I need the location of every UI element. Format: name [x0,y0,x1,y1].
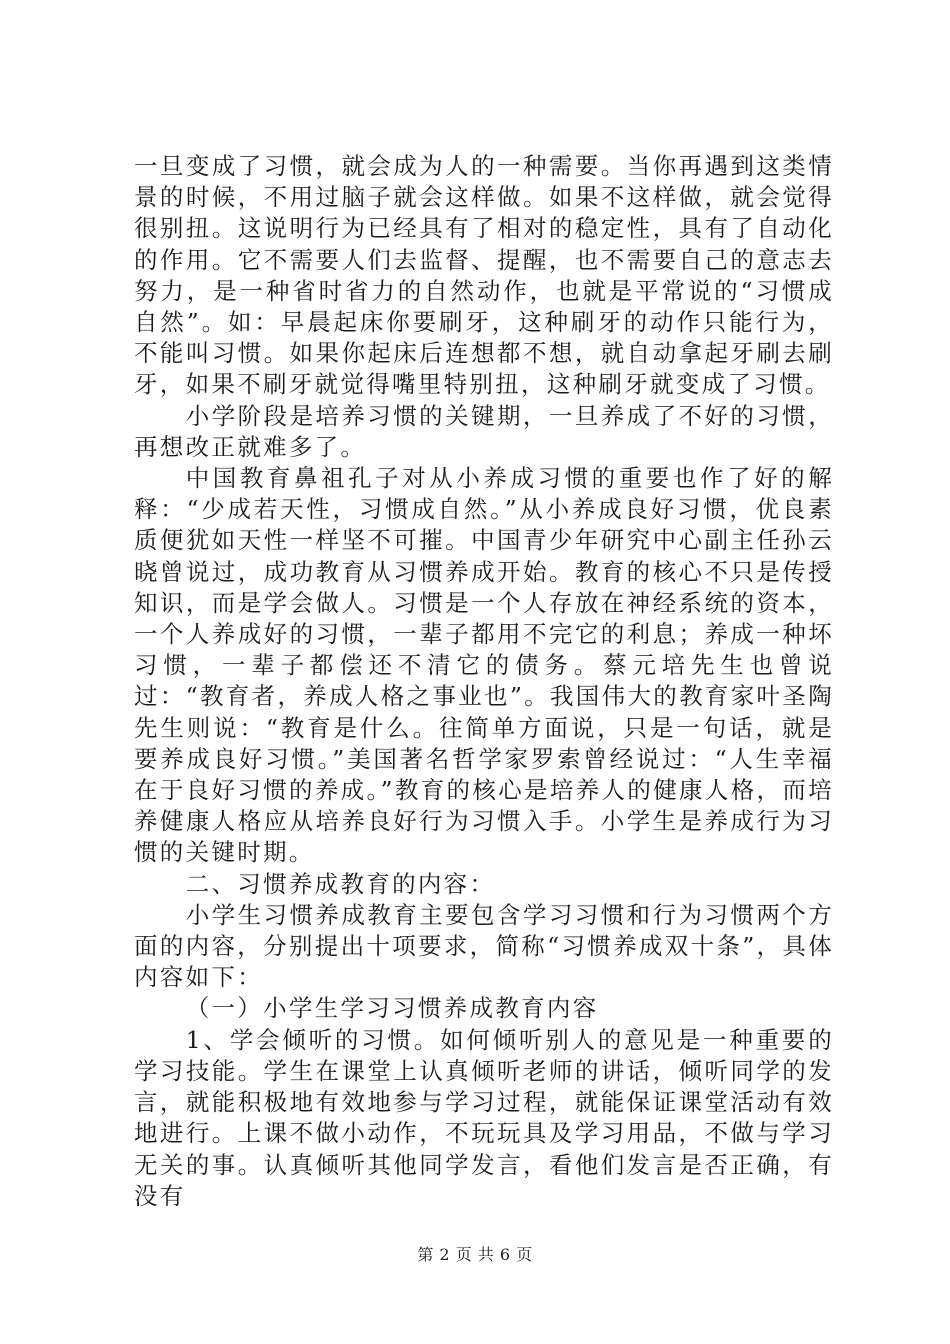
section-heading-content: 二、习惯养成教育的内容： [185,869,496,898]
document-body [134,151,834,1212]
paragraph-ten-rules: 小学生习惯养成教育主要包含学习习惯和行为习惯两个方面的内容，分别提出十项要求，简称“习惯养成双十条”，具体内容如下： [134,900,834,992]
page-footer [0,1242,950,1265]
paragraph-confucius-quote: 中国教育鼻祖孔子对从小养成习惯的重要也作了好的解释：“少成若天性，习惯成自然。”从小养成良好习惯，优良素质便犹如天性一样坚不可摧。中国青少年研究中心副主任孙云晓曾说过，成功教育从习惯养成开始。教育的核心不只是传授知识，而是学会做人。习惯是一个人存放在神经系统的资本，一个人养成好的习惯，一辈子都用不完它的利息；养成一种坏习惯，一辈子都偿还不清它的债务。蔡元培先生也曾说过：“教育者，养成人格之事业也”。我国伟大的教育家叶圣陶先生则说：“教育是什么。往简单方面说，只是一句话，就是要养成良好习惯。”美国著名哲学家罗索曾经说过：“人生幸福在于良好习惯的养成。”教育的核心是培养人的健康人格，而培养健康人格应从培养良好行为习惯入手。小学生是养成行为习惯的关键时期。 [134,464,834,867]
subsection-heading-study-habits: （一）小学生学习习惯养成教育内容 [185,994,599,1023]
paragraph-listening-habit: 1、学会倾听的习惯。如何倾听别人的意见是一种重要的学习技能。学生在课堂上认真倾听老师的讲话，倾听同学的发言，就能积极地有效地参与学习过程，就能保证课堂活动有效地进行。上课不做小动作，不玩玩具及学习用品，不做与学习无关的事。认真倾听其他同学发言，看他们发言是否正确，有没有 [134,1025,834,1210]
page-number-label: 第 2 页 共 6 页 [417,1245,533,1264]
paragraph-key-period: 小学阶段是培养习惯的关键期，一旦养成了不好的习惯，再想改正就难多了。 [134,401,834,461]
paragraph-habit-becomes-need: 一旦变成了习惯，就会成为人的一种需要。当你再遇到这类情景的时候，不用过脑子就会这样做。如果不这样做，就会觉得很别扭。这说明行为已经具有了相对的稳定性，具有了自动化的作用。它不需要人们去监督、提醒，也不需要自己的意志去努力，是一种省时省力的自然动作，也就是平常说的“习惯成自然”。如：早晨起床你要刷牙，这种刷牙的动作只能行为，不能叫习惯。如果你起床后连想都不想，就自动拿起牙刷去刷牙，如果不刷牙就觉得嘴里特别扭，这种刷牙就变成了习惯。 [134,152,834,399]
